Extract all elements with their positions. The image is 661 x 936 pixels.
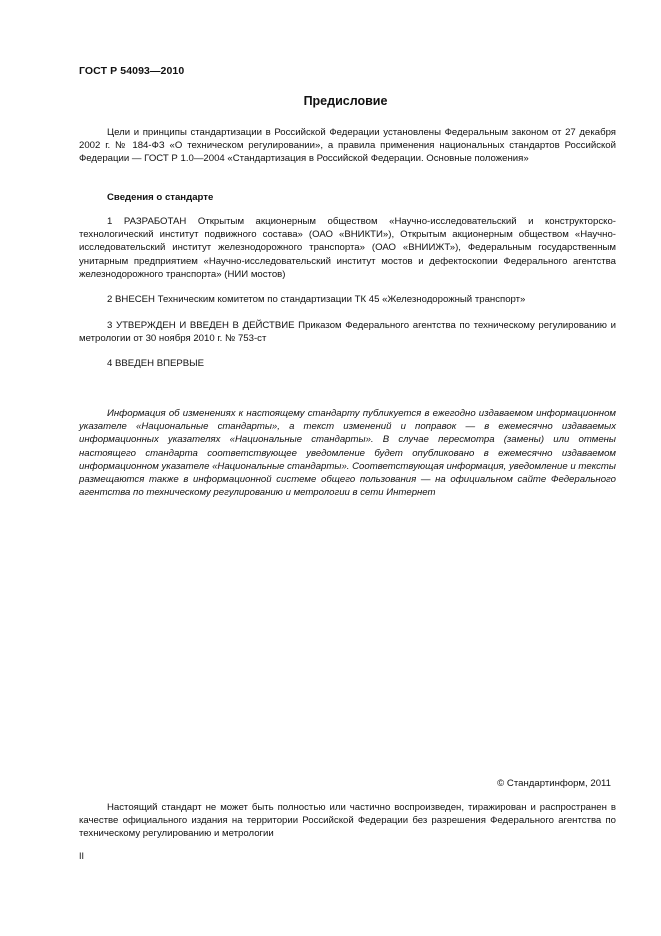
item4-text: 4 ВВЕДЕН ВПЕРВЫЕ: [107, 358, 205, 369]
item3-text: 3 УТВЕРЖДЕН И ВВЕДЕН В ДЕЙСТВИЕ Приказом Федерального агентства по техническому регулированию и метрологии от 30 ноября 2010 г. № 753-ст: [79, 320, 616, 345]
item2-text: 2 ВНЕСЕН Техническим комитетом по стандартизации ТК 45 «Железнодорожный транспорт»: [107, 294, 526, 305]
page-title: Предисловие: [303, 94, 388, 108]
standard-number: ГОСТ Р 54093—2010: [79, 65, 185, 77]
item-first-introduced: [79, 357, 616, 370]
foreword-intro: [79, 126, 616, 166]
item-developed: [79, 215, 616, 281]
changes-info-text: Информация об изменениях к настоящему стандарту публикуется в ежегодно издаваемом информационном указателе «Национальные стандарты», а текст изменений и поправок — в ежемесячно издаваемых информационных указателях «Национальные стандарты». В случае пересмотра (замены) или отмены настоящего стандарта соответствующее уведомление будет опубликовано в ежемесячно издаваемом информационном указателе «Национальные стандарты». Соответствующая информация, уведомление и тексты размещаются также в информационной системе общего пользования — на официальном сайте Федерального агентства по техническому регулированию и метрологии в сети Интернет: [79, 408, 616, 499]
page-number: II: [79, 851, 85, 861]
reproduction-notice-text: Настоящий стандарт не может быть полностью или частично воспроизведен, тиражирован и распространен в качестве официального издания на территории Российской Федерации без разрешения Федерального агентства по техническому регулированию и метрологии: [79, 802, 616, 840]
changes-info: [79, 407, 616, 499]
item1-text: 1 РАЗРАБОТАН Открытым акционерным обществом «Научно-исследовательский и конструкторско-технологический институт подвижного состава» (ОАО «ВНИКТИ»), Открытым акционерным обществом «Научно-исследовательский институт железнодорожного транспорта» (ОАО «ВНИИЖТ»), Федеральным государственным унитарным предприятием «Научно-исследовательский институт мостов и дефектоскопии Федерального агентства железнодорожного транспорта» (НИИ мостов): [79, 216, 616, 280]
info-heading: Сведения о стандарте: [107, 192, 214, 203]
item-introduced: [79, 293, 616, 306]
intro-text: Цели и принципы стандартизации в Российской Федерации установлены Федеральным законом от 27 декабря 2002 г. № 184-ФЗ «О техническом регулировании», а правила применения национальных стандартов Российской Федерации — ГОСТ Р 1.0—2004 «Стандартизация в Российской Федерации. Основные положения»: [79, 127, 616, 165]
reproduction-notice: [79, 801, 616, 841]
item-approved: [79, 319, 616, 345]
copyright: © Стандартинформ, 2011: [497, 778, 611, 789]
